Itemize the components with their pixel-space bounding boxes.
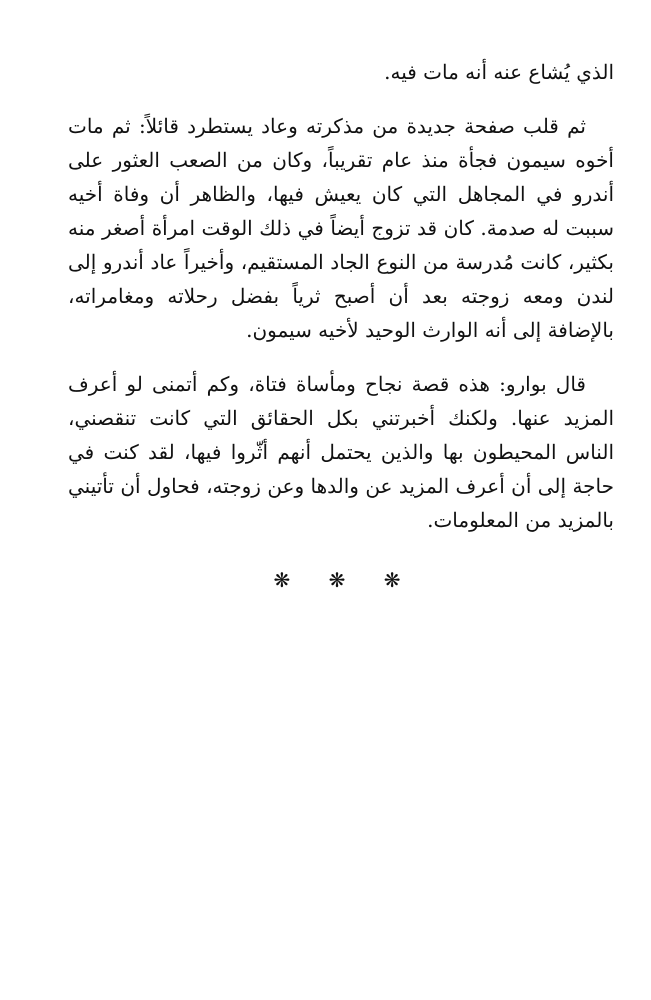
paragraph-continuation: الذي يُشاع عنه أنه مات فيه. xyxy=(384,60,614,84)
section-separator xyxy=(68,563,614,597)
asterism-icon: ❋ xyxy=(328,568,354,592)
asterism-icon: ❋ xyxy=(383,568,409,592)
paragraph-notebook: ثم قلب صفحة جديدة من مذكرته وعاد يستطرد قائلاً: ثم مات أخوه سيمون فجأة منذ عام تقريباً، وكان من الصعب العثور على أندرو في المجاهل التي كان يعيش فيها، والظاهر أن وفاة أخيه سببت له صدمة. كان قد تزوج أيضاً في ذلك الوقت امرأة أصغر منه بكثير، كانت مُدرسة من النوع الجاد المستقيم، وأخيراً عاد أندرو إلى لندن ومعه زوجته بعد أن أصبح ثرياً بفضل رحلاته ومغامراته، بالإضافة إلى أنه الوارث الوحيد لأخيه سيمون. xyxy=(68,114,614,342)
book-page xyxy=(68,55,614,597)
asterism-icon: ❋ xyxy=(273,568,299,592)
paragraph-poirot: قال بوارو: هذه قصة نجاح ومأساة فتاة، وكم أتمنى لو أعرف المزيد عنها. ولكنك أخبرتني بكل الحقائق التي كانت تنقصني، الناس المحيطون بها والذين يحتمل أنهم أثّروا فيها، لقد كنت في حاجة إلى أن أعرف المزيد عن والدها وعن زوجته، فحاول أن تأتيني بالمزيد من المعلومات. xyxy=(68,372,614,532)
